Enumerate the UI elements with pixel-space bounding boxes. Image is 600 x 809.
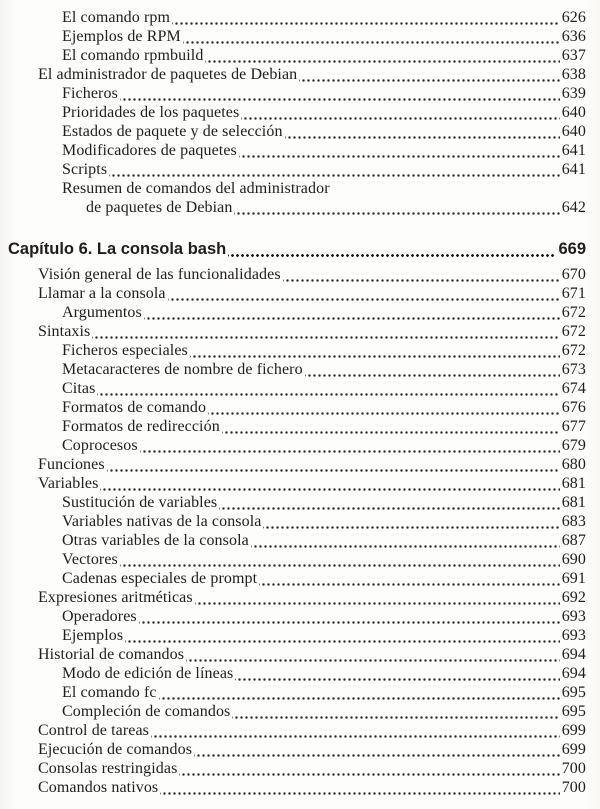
toc-entry-label: El comando rpm (62, 9, 171, 26)
toc-entry (8, 702, 586, 721)
toc-entry (8, 284, 586, 303)
dotted-leader (305, 360, 560, 379)
toc-entry (8, 455, 586, 474)
dotted-leader (205, 46, 559, 65)
toc-entry-page: 677 (561, 418, 586, 435)
toc-entry-label: El comando rpmbuild (62, 47, 204, 64)
toc-entry-page: 639 (561, 85, 586, 102)
dotted-leader (263, 512, 559, 531)
toc-entry-page: 673 (561, 361, 586, 378)
toc-entry-page: 642 (561, 199, 586, 216)
dotted-leader (139, 607, 560, 626)
toc-entry-page: 640 (561, 123, 586, 140)
toc-entry-label: Sustitución de variables (62, 494, 218, 511)
toc-entry (8, 607, 586, 626)
toc-entry-page: 681 (561, 494, 586, 511)
toc-entry-label: Resumen de comandos del administrador (62, 180, 330, 197)
toc-entry-label: El administrador de paquetes de Debian (38, 66, 298, 83)
toc-entry-page: 669 (558, 240, 586, 258)
dotted-leader (125, 626, 559, 645)
toc-list (8, 8, 586, 797)
dotted-leader (228, 240, 556, 259)
toc-entry-label: Sintaxis (38, 323, 91, 340)
toc-entry-page: 694 (561, 665, 586, 682)
toc-entry-page: 680 (561, 456, 586, 473)
toc-entry-label: Metacaracteres de nombre de fichero (62, 361, 303, 378)
toc-entry-label: Ficheros (62, 85, 118, 102)
toc-entry-label: El comando fc (62, 684, 157, 701)
toc-entry-label: Vectores (62, 551, 118, 568)
toc-entry-page: 700 (561, 760, 586, 777)
dotted-leader (299, 65, 559, 84)
toc-entry-label: Capítulo 6. La consola bash (8, 240, 227, 258)
dotted-leader (285, 122, 560, 141)
dotted-leader (159, 683, 560, 702)
toc-entry-label: Visión general de las funcionalidades (38, 266, 281, 283)
dotted-leader (179, 759, 559, 778)
toc-entry (8, 664, 586, 683)
toc-entry-label: Comandos nativos (38, 779, 159, 796)
dotted-leader (195, 588, 560, 607)
toc-entry (8, 46, 586, 65)
toc-entry (8, 626, 586, 645)
toc-entry-page: 692 (561, 589, 586, 606)
dotted-leader (160, 778, 559, 797)
toc-entry-label: Consolas restringidas (38, 760, 178, 777)
toc-entry-label: Control de tareas (38, 722, 149, 739)
toc-entry-label: Ejemplos (62, 627, 124, 644)
toc-entry (8, 198, 586, 217)
dotted-leader (259, 569, 560, 588)
toc-entry-label: Variables (38, 475, 99, 492)
toc-entry (8, 436, 586, 455)
toc-entry-page: 679 (561, 437, 586, 454)
toc-entry (8, 341, 586, 360)
toc-entry-page: 636 (561, 28, 586, 45)
toc-entry (8, 493, 586, 512)
toc-entry-page: 681 (561, 475, 586, 492)
toc-entry-page: 699 (561, 741, 586, 758)
toc-entry-label: de paquetes de Debian (86, 199, 233, 216)
toc-entry-label: Variables nativas de la consola (62, 513, 262, 530)
toc-entry-label: Ejecución de comandos (38, 741, 193, 758)
toc-entry (8, 645, 586, 664)
toc-entry-page: 700 (561, 779, 586, 796)
dotted-leader (235, 664, 559, 683)
toc-entry (8, 122, 586, 141)
dotted-leader (92, 322, 559, 341)
dotted-leader (232, 702, 559, 721)
toc-entry-page: 626 (561, 9, 586, 26)
toc-entry-label: Funciones (38, 456, 105, 473)
toc-entry-page: 695 (561, 703, 586, 720)
toc-entry (8, 569, 586, 588)
toc-entry-label: Citas (62, 380, 96, 397)
toc-entry-page: 671 (561, 285, 586, 302)
toc-entry-label: Coprocesos (62, 437, 138, 454)
toc-entry-page: 674 (561, 380, 586, 397)
toc-entry-label: Formatos de comando (62, 399, 207, 416)
toc-entry-label: Otras variables de la consola (62, 532, 249, 549)
toc-entry-page: 676 (561, 399, 586, 416)
dotted-leader (239, 141, 560, 160)
toc-entry-page: 670 (561, 266, 586, 283)
dotted-leader (208, 398, 560, 417)
toc-entry-label: Modo de edición de líneas (62, 665, 234, 682)
toc-entry-label: Prioridades de los paquetes (62, 104, 240, 121)
toc-entry (8, 179, 586, 198)
toc-entry (8, 778, 586, 797)
dotted-leader (151, 721, 560, 740)
toc-entry-page: 638 (561, 66, 586, 83)
toc-entry-page: 672 (561, 323, 586, 340)
toc-entry-page: 672 (561, 342, 586, 359)
toc-entry (8, 550, 586, 569)
dotted-leader (251, 531, 560, 550)
toc-entry (8, 322, 586, 341)
toc-entry-page: 694 (561, 646, 586, 663)
dotted-leader (283, 265, 560, 284)
toc-entry (8, 588, 586, 607)
toc-entry-page: 641 (561, 142, 586, 159)
toc-entry-label: Compleción de comandos (62, 703, 231, 720)
dotted-leader (109, 160, 560, 179)
toc-entry (8, 240, 586, 259)
dotted-leader (183, 27, 560, 46)
toc-entry-label: Scripts (62, 161, 108, 178)
toc-entry (8, 683, 586, 702)
toc-entry (8, 512, 586, 531)
toc-entry-page: 687 (561, 532, 586, 549)
toc-entry-label: Estados de paquete y de selección (62, 123, 283, 140)
dotted-leader (97, 379, 559, 398)
toc-entry-label: Historial de comandos (38, 646, 185, 663)
toc-entry-page: 640 (561, 104, 586, 121)
dotted-leader (120, 84, 560, 103)
toc-entry-label: Operadores (62, 608, 137, 625)
toc-entry (8, 721, 586, 740)
toc-entry (8, 740, 586, 759)
toc-entry-page: 699 (561, 722, 586, 739)
dotted-leader (186, 645, 560, 664)
toc-entry-label: Argumentos (62, 304, 142, 321)
toc-entry (8, 8, 586, 27)
toc-entry-page: 690 (561, 551, 586, 568)
toc-entry (8, 103, 586, 122)
toc-entry (8, 360, 586, 379)
toc-entry-page: 691 (561, 570, 586, 587)
toc-entry (8, 474, 586, 493)
toc-entry (8, 65, 586, 84)
toc-entry-page: 683 (561, 513, 586, 530)
dotted-leader (190, 341, 560, 360)
dotted-leader (168, 284, 560, 303)
toc-entry (8, 160, 586, 179)
toc-entry-label: Expresiones aritméticas (38, 589, 193, 606)
dotted-leader (140, 436, 560, 455)
toc-entry (8, 379, 586, 398)
toc-entry-page: 641 (561, 161, 586, 178)
toc-entry (8, 265, 586, 284)
toc-entry (8, 398, 586, 417)
toc-entry (8, 141, 586, 160)
dotted-leader (219, 493, 559, 512)
dotted-leader (194, 740, 560, 759)
toc-entry (8, 759, 586, 778)
toc-entry (8, 84, 586, 103)
toc-entry-label: Llamar a la consola (38, 285, 166, 302)
toc-entry-page: 693 (561, 608, 586, 625)
toc-entry-label: Ejemplos de RPM (62, 28, 181, 45)
dotted-leader (241, 103, 559, 122)
toc-entry-label: Cadenas especiales de prompt (62, 570, 258, 587)
toc-entry-label: Formatos de redirección (62, 418, 220, 435)
toc-entry (8, 531, 586, 550)
toc-entry-label: Ficheros especiales (62, 342, 188, 359)
dotted-leader (107, 455, 560, 474)
toc-entry-page: 672 (561, 304, 586, 321)
dotted-leader (172, 8, 560, 27)
toc-entry (8, 417, 586, 436)
toc-entry-label: Modificadores de paquetes (62, 142, 237, 159)
toc-entry (8, 303, 586, 322)
toc-entry-page: 637 (561, 47, 586, 64)
dotted-leader (100, 474, 559, 493)
dotted-leader (222, 417, 560, 436)
dotted-leader (234, 198, 559, 217)
toc-entry (8, 27, 586, 46)
toc-entry-page: 693 (561, 627, 586, 644)
toc-entry-page: 695 (561, 684, 586, 701)
dotted-leader (144, 303, 560, 322)
dotted-leader (120, 550, 560, 569)
